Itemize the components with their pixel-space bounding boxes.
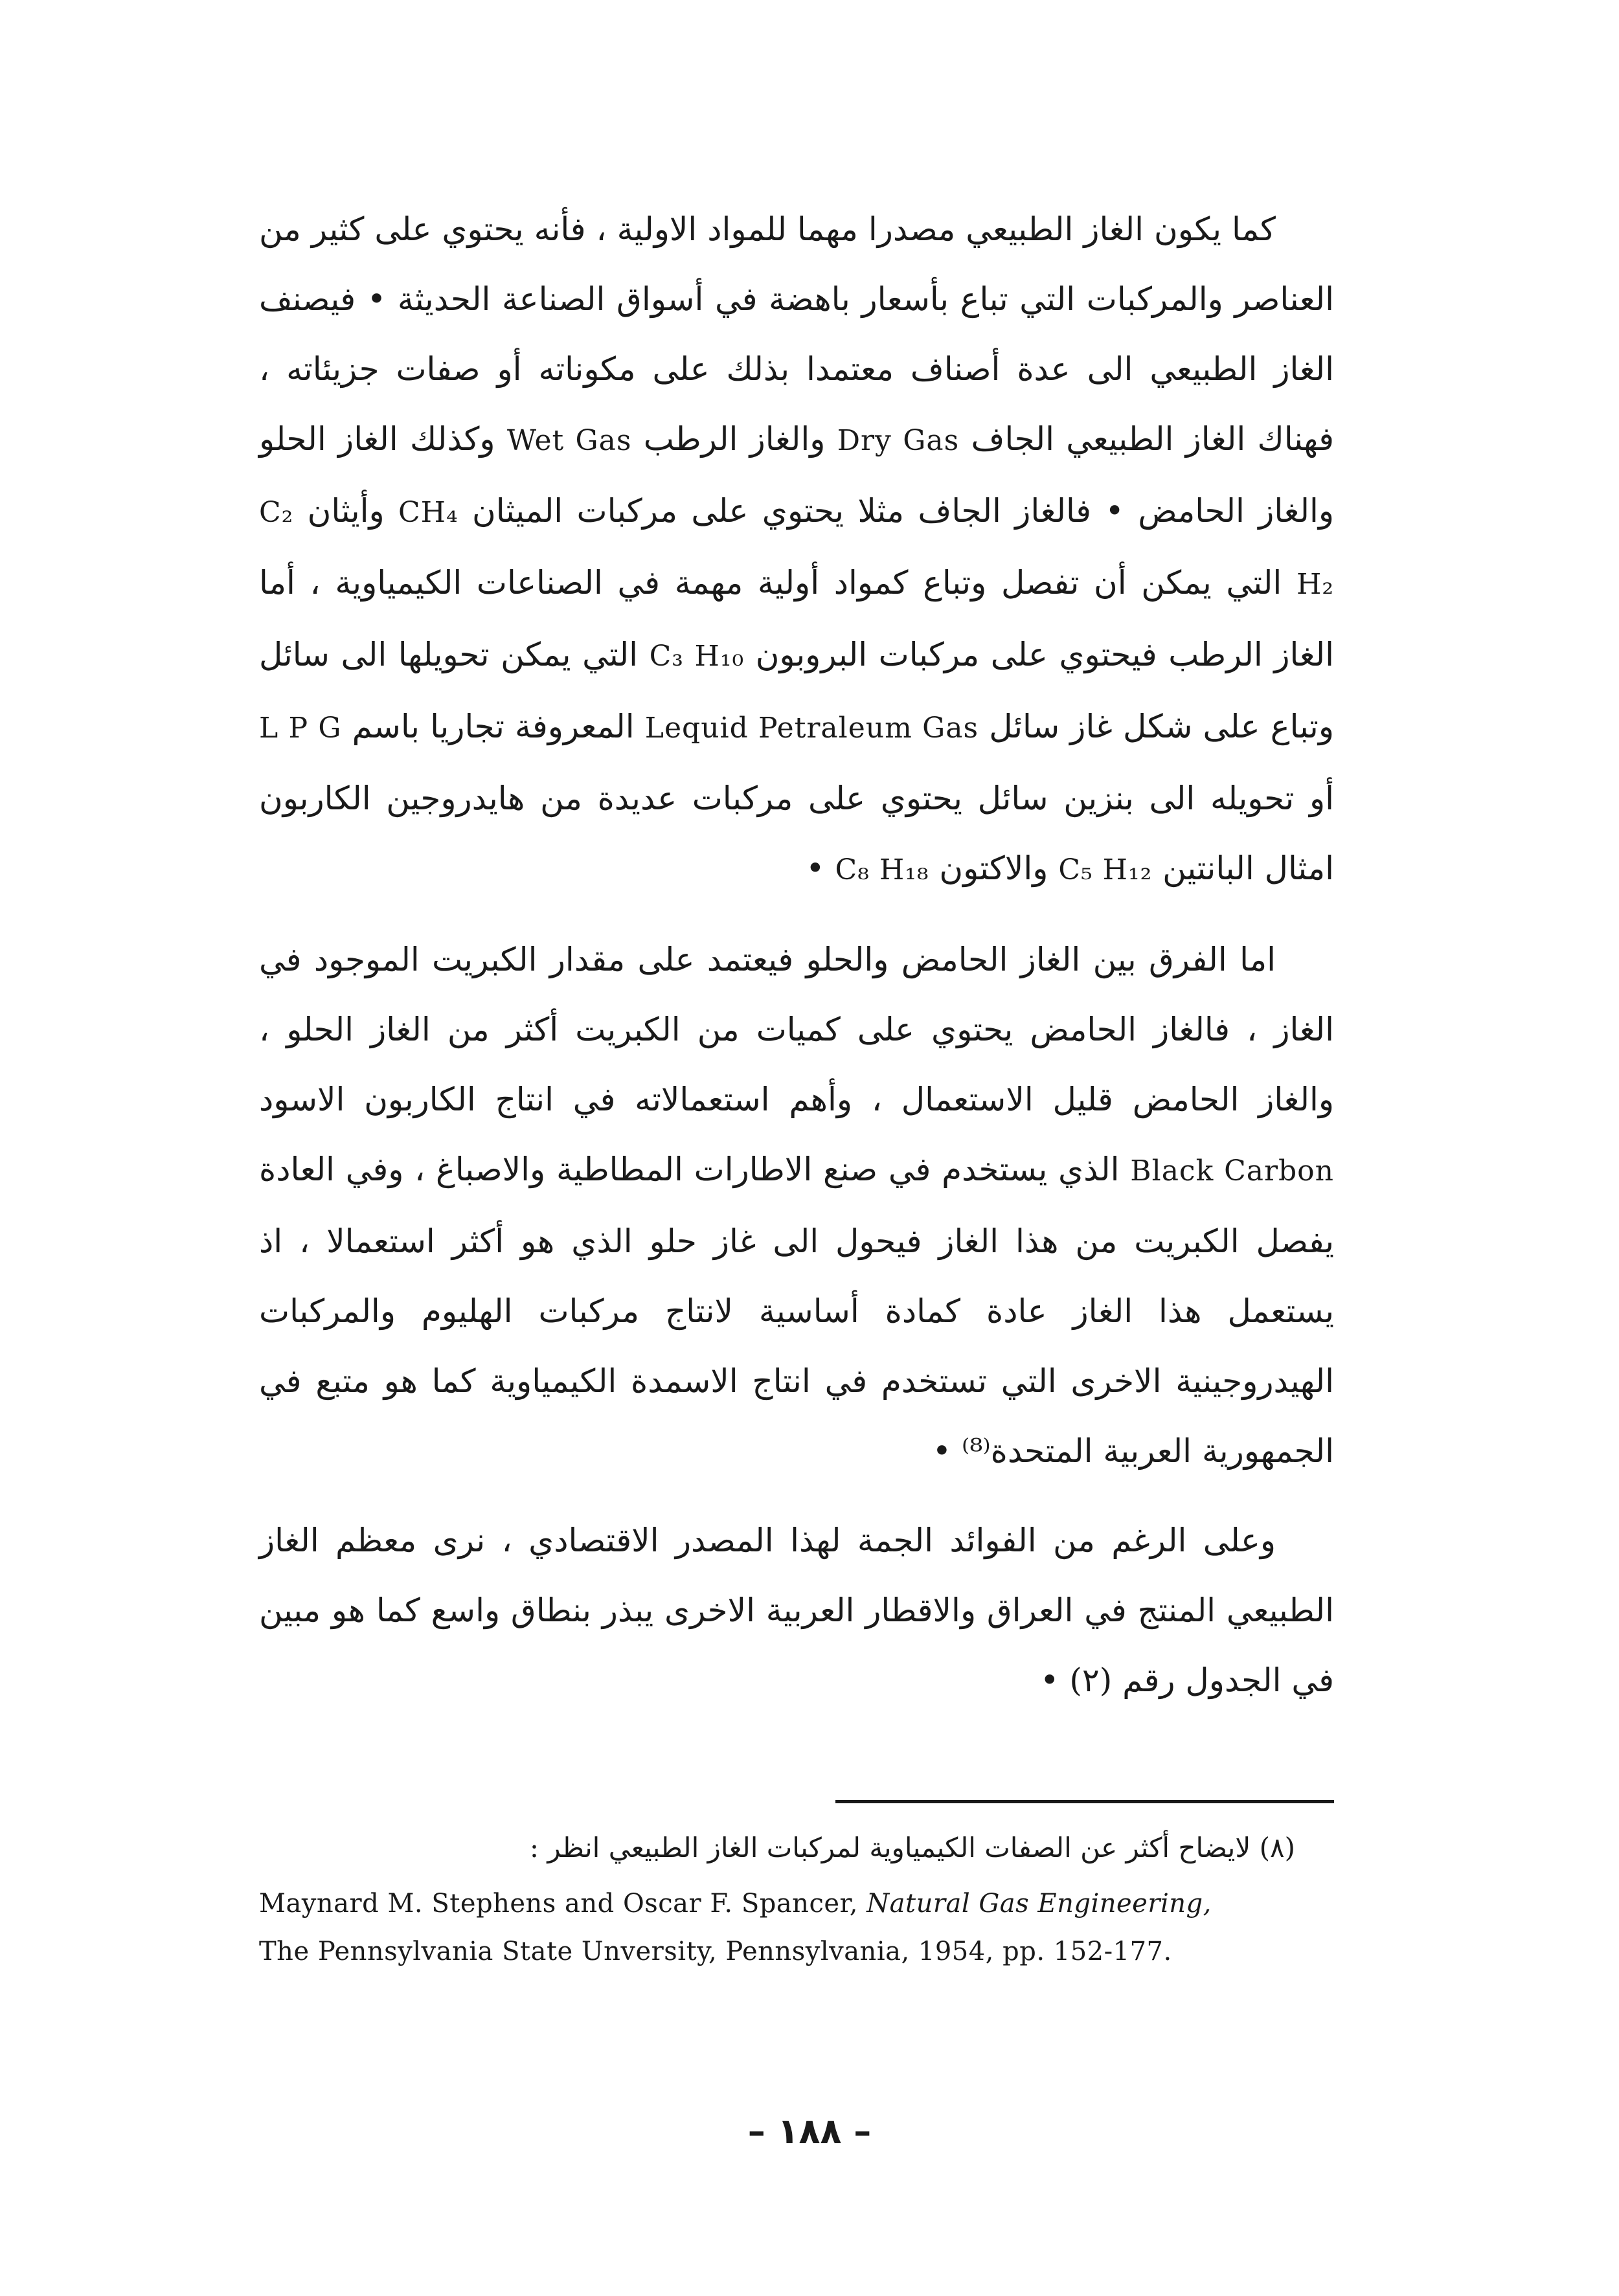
latin-term: Wet Gas xyxy=(506,424,632,457)
latin-term: Lequid Petraleum Gas xyxy=(644,712,979,745)
latin-term: C₅ H₁₂ xyxy=(1058,853,1153,886)
paragraph-1 xyxy=(259,194,1334,905)
text-run: كما يكون الغاز الطبيعي مصدرا مهما للمواد الاولية ، فأنه يحتوي على كثير من العناصر والمركبات التي تباع بأسعار باهضة في أسواق الصناعة الحديثة • فيصنف الغاز الطبيعي الى عدة أصناف معتمدا بذلك على مكوناته أو صفات جزيئاته ، فهناك الغاز الطبيعي الجاف xyxy=(259,210,1334,458)
reference-authors: Maynard M. Stephens and Oscar F. Spancer, xyxy=(259,1889,858,1919)
latin-term: Dry Gas xyxy=(837,424,960,457)
latin-term: C₃ H₁₀ xyxy=(649,640,745,673)
text-run: التي يمكن تحويلها الى سائل وتباع على شكل غاز سائل xyxy=(259,636,1334,745)
footnote-arabic: (٨) لايضاح أكثر عن الصفات الكيمياوية لمركبات الغاز الطبيعي انظر : xyxy=(529,1832,1295,1863)
latin-term: C₈ H₁₈ xyxy=(835,853,929,886)
latin-term: C₂ H₂ xyxy=(259,496,1334,601)
text-run: والغاز الرطب xyxy=(643,420,826,458)
text-run: وكذلك الغاز الحلو والغاز الحامض • فالغاز الجاف مثلا يحتوي على مركبات الميثان xyxy=(259,420,1335,530)
latin-term: CH₄ xyxy=(398,496,459,529)
reference-publisher: The Pennsylvania State Unversity, Pennsylvania, 1954, pp. 152-177. xyxy=(259,1937,1172,1966)
reference-title: Natural Gas Engineering, xyxy=(866,1889,1212,1919)
page-number: – ١٨٨ – xyxy=(747,2111,872,2152)
text-run: أو تحويله الى بنزين سائل يحتوي على مركبات عديدة من هايدروجين الكاربون امثال البانتين xyxy=(259,780,1334,887)
paragraph-2 xyxy=(259,925,1334,1486)
text-run: وأيثان xyxy=(307,492,385,530)
latin-term: L P G xyxy=(259,712,342,745)
latin-term: Black Carbon xyxy=(1130,1154,1334,1187)
text-run: وعلى الرغم من الفوائد الجمة لهذا المصدر الاقتصادي ، نرى معظم الغاز الطبيعي المنتج في العراق والاقطار العربية الاخرى يبذر بنطاق واسع كما هو مبين في الجدول رقم (٢) • xyxy=(259,1522,1334,1699)
body-text xyxy=(259,194,1334,1715)
text-run: الذي يستخدم في صنع الاطارات المطاطية والاصباغ ، وفي العادة يفصل الكبريت من هذا الغاز فيحول الى غاز حلو الذي هو أكثر استعمالا ، اذ يستعمل هذا الغاز عادة كمادة أساسية لانتاج مركبات الهليوم والمركبات الهيدروجينية الاخرى التي تستخدم في انتاج الاسمدة الكيمياوية كما هو متبع في الجمهورية العربية المتحدة⁽⁸⁾ • xyxy=(259,1151,1334,1470)
footnote-divider xyxy=(835,1800,1334,1803)
footnote-reference xyxy=(259,1880,1334,1975)
text-run: • xyxy=(806,850,825,887)
text-run: اما الفرق بين الغاز الحامض والحلو فيعتمد على مقدار الكبريت الموجود في الغاز ، فالغاز الحامض يحتوي على كميات من الكبريت أكثر من الغاز الحلو ، والغاز الحامض قليل الاستعمال ، وأهم استعمالاته في انتاج الكاربون الاسود xyxy=(259,941,1334,1118)
footnote xyxy=(259,1823,1334,1975)
text-run: المعروفة تجاريا باسم xyxy=(352,708,635,745)
paragraph-3 xyxy=(259,1505,1334,1715)
text-run: والاكتون xyxy=(939,850,1048,887)
text-run: التي يمكن أن تفصل وتباع كمواد أولية مهمة في الصناعات الكيمياوية ، أما الغاز الرطب فيحتوي على مركبات البروبون xyxy=(259,564,1334,673)
